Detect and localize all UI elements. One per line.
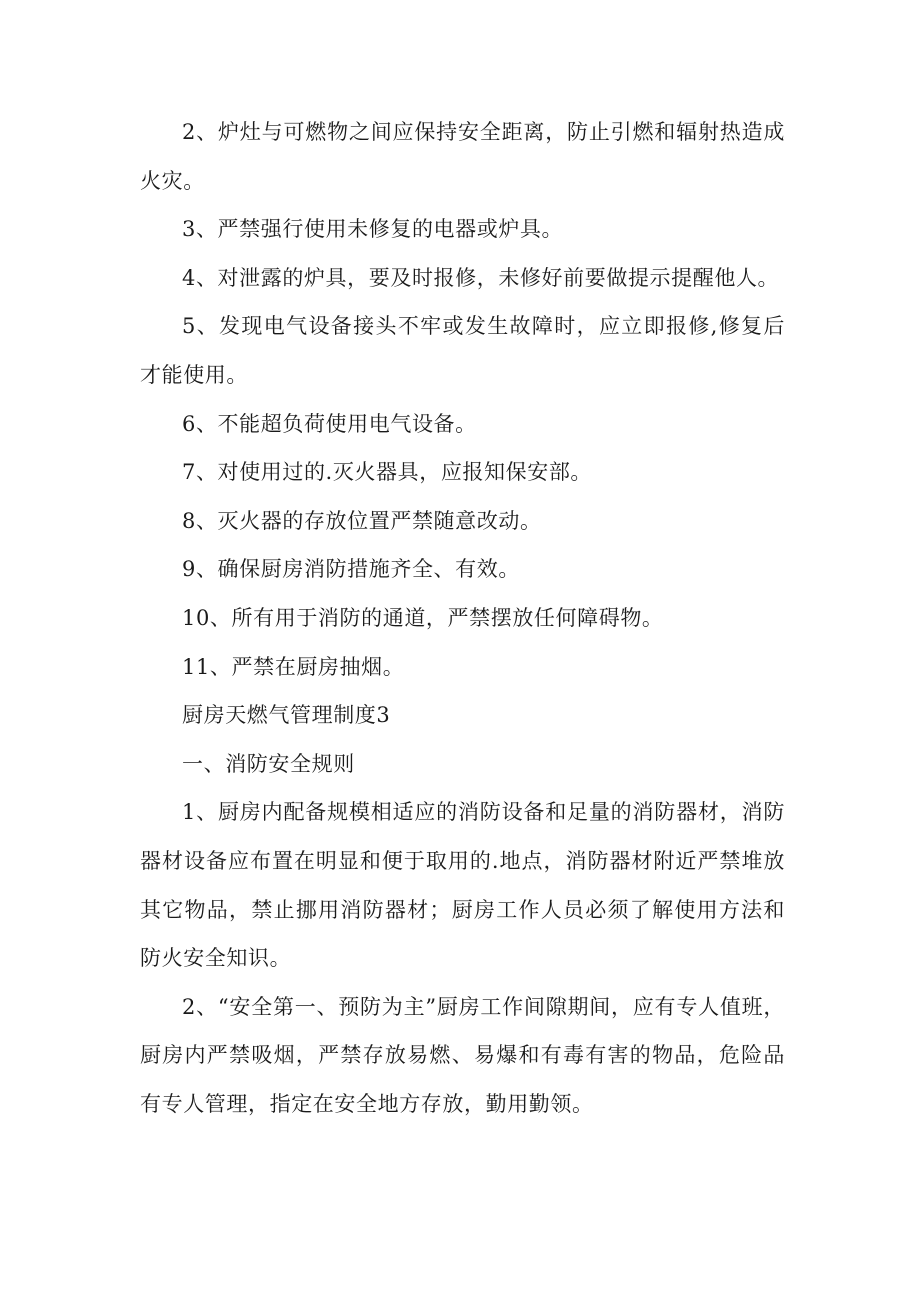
rule-paragraph-2: 2、“安全第一、预防为主”厨房工作间隙期间，应有专人值班，厨房内严禁吸烟，严禁存放易燃、易爆和有毒有害的物品，危险品有专人管理，指定在安全地方存放，勤用勤领。 [140,994,785,1116]
paragraph-item-11: 11、严禁在厨房抽烟。 [182,654,405,679]
section-title: 厨房天燃气管理制度3 [182,703,391,728]
section-heading: 一、消防安全规则 [182,751,355,776]
paragraph-item-4: 4、对泄露的炉具，要及时报修，未修好前要做提示提醒他人。 [182,265,780,290]
paragraph-item-6: 6、不能超负荷使用电气设备。 [182,411,477,436]
paragraph-item-2: 2、炉灶与可燃物之间应保持安全距离，防止引燃和辐射热造成火灾。 [140,120,785,193]
document-body [140,108,785,1128]
paragraph-item-10: 10、所有用于消防的通道，严禁摆放任何障碍物。 [182,605,664,630]
paragraph-item-9: 9、确保厨房消防措施齐全、有效。 [182,557,520,582]
paragraph-item-5: 5、发现电气设备接头不牢或发生故障时，应立即报修,修复后才能使用。 [140,314,785,387]
paragraph-item-3: 3、严禁强行使用未修复的电器或炉具。 [182,217,564,242]
paragraph-item-8: 8、灭火器的存放位置严禁随意改动。 [182,508,542,533]
paragraph-item-7: 7、对使用过的.灭火器具，应报知保安部。 [182,460,593,485]
rule-paragraph-1: 1、厨房内配备规模相适应的消防设备和足量的消防器材，消防器材设备应布置在明显和便于取用的.地点，消防器材附近严禁堆放其它物品，禁止挪用消防器材；厨房工作人员必须了解使用方法和防火安全知识。 [140,800,785,971]
